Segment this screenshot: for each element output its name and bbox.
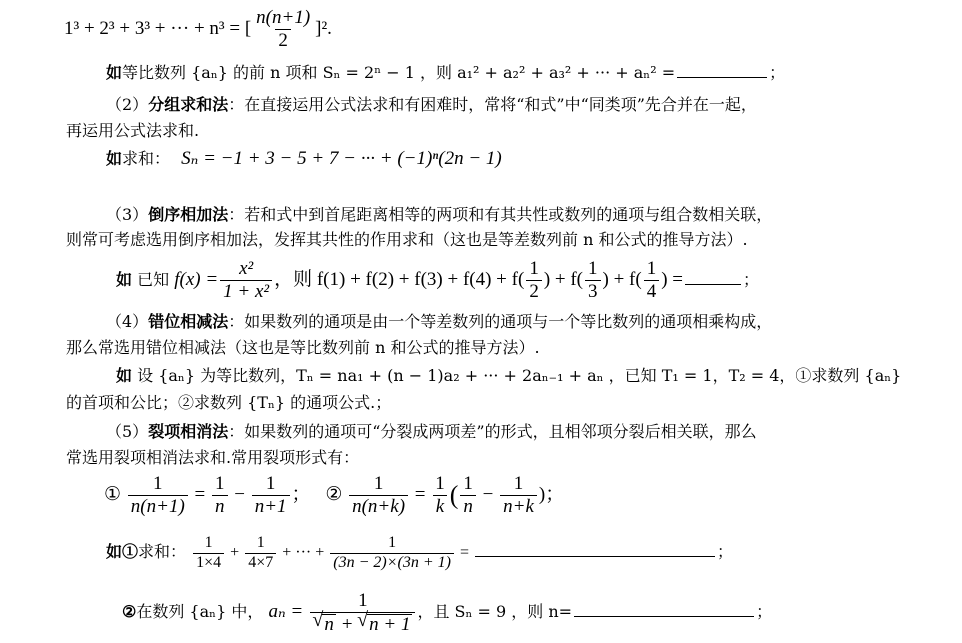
split1-b-num: 1 xyxy=(265,473,276,495)
split2-b xyxy=(500,474,537,517)
example5a-end: ； xyxy=(716,542,733,561)
answer-blank-reverse[interactable] xyxy=(685,283,741,285)
split2-k xyxy=(432,474,448,517)
example5a-prefix: 如① xyxy=(106,542,139,561)
example5a-t2 xyxy=(245,535,276,572)
example4-prefix: 如 xyxy=(116,366,133,385)
example3-mid1: ) + f( xyxy=(543,269,584,290)
method4-number: （4） xyxy=(106,312,149,331)
example3-den: 1 + x² xyxy=(220,280,272,302)
split2-b-num: 1 xyxy=(513,473,524,495)
split2-a xyxy=(460,474,476,517)
method2-line1 xyxy=(106,94,757,116)
method4-text1: ：如果数列的通项是由一个等差数列的通项与一个等比数列的通项相乘构成， xyxy=(228,312,773,331)
cube-sum-formula xyxy=(64,8,332,51)
split1-lhs-den: n(n+1) xyxy=(128,495,188,517)
split-form2-marker: ② xyxy=(325,484,343,505)
split1-b xyxy=(252,474,290,517)
example2-prefix: 如 xyxy=(106,149,123,168)
method4-title: 错位相减法 xyxy=(148,312,229,331)
example3-third xyxy=(585,259,601,302)
method3-title: 倒序相加法 xyxy=(148,205,229,224)
split1-lhs-num: 1 xyxy=(153,473,163,495)
split2-lhs xyxy=(349,474,408,517)
split2-lhs-den: n(n+k) xyxy=(349,495,408,517)
example5b-rad2: √ n + 1 xyxy=(367,614,412,635)
example3-num: x² xyxy=(239,258,254,280)
example5a-t1 xyxy=(193,535,224,572)
example2-text: 求和： xyxy=(122,149,171,168)
example2 xyxy=(106,148,502,170)
example4-text: 设 {aₙ} 为等比数列，Tₙ = na₁ + (n − 1)a₂ + ··· + 2aₙ₋₁ + aₙ ，已知 T₁ = 1，T₂ = 4，①求数列 {aₙ} xyxy=(137,366,902,385)
example5b-num: 1 xyxy=(358,589,368,611)
split1-lhs xyxy=(128,474,188,517)
example3-mid2: ) + f( xyxy=(602,269,642,290)
method2-line2: 再运用公式法求和. xyxy=(66,121,200,140)
cube-sum-den: 2 xyxy=(275,29,291,51)
split2-b-den: n+k xyxy=(500,495,537,517)
method5-text1: ：如果数列的通项可“分裂成两项差”的形式，且相邻项分裂后相关联，那么 xyxy=(228,422,757,441)
example-geo-text: 等比数列 {aₙ} 的前 n 项和 Sₙ = 2ⁿ − 1 ，则 a₁² + a₂² + a₃² + ··· + aₙ² = xyxy=(122,63,676,82)
example5a-t1-den: 1×4 xyxy=(193,553,224,572)
method2-title: 分组求和法 xyxy=(148,95,229,114)
example5a-eq: = xyxy=(459,544,469,561)
answer-blank-n[interactable] xyxy=(574,615,754,617)
split2-a-num: 1 xyxy=(463,473,473,495)
example-geo-end: ； xyxy=(769,63,786,82)
example5a-dots: + ··· + xyxy=(282,544,325,561)
example3-quarter-num: 1 xyxy=(646,258,657,280)
method4-line2: 那么常选用错位相减法（这也是等比数列前 n 和公式的推导方法）. xyxy=(66,338,540,357)
example3-third-num: 1 xyxy=(588,258,598,280)
method2-number: （2） xyxy=(106,95,149,114)
example3-fraction xyxy=(220,259,272,302)
example4-line1 xyxy=(116,365,901,387)
example3-end: ； xyxy=(743,270,760,289)
example5a-t2-num: 1 xyxy=(256,534,265,552)
example5a-tn xyxy=(330,535,454,572)
example3-then: ，则 f(1) + f(2) + f(3) + f(4) + f( xyxy=(274,269,525,290)
split-end: )； xyxy=(538,484,565,505)
example5b-an: aₙ = xyxy=(268,601,304,622)
example3 xyxy=(116,258,759,302)
example5b xyxy=(122,587,772,637)
cube-sum-num: n(n+1) xyxy=(256,7,311,28)
example5a-t2-den: 4×7 xyxy=(245,553,276,572)
example3-half-num: 1 xyxy=(529,258,539,280)
cube-sum-fraction xyxy=(253,8,313,51)
example5b-text: 在数列 {aₙ} 中， xyxy=(136,602,264,621)
example-geo-prefix: 如 xyxy=(106,63,123,82)
split2-lhs-num: 1 xyxy=(373,473,384,495)
example5b-given: ，且 Sₙ = 9 ，则 n= xyxy=(417,602,573,621)
example2-formula: Sₙ = −1 + 3 − 5 + 7 − ··· + (−1)ⁿ(2n − 1) xyxy=(181,148,502,169)
split1-b-den: n+1 xyxy=(252,495,290,517)
method5-line2: 常选用裂项相消法求和.常用裂项形式有： xyxy=(66,448,360,467)
example5a-t1-num: 1 xyxy=(204,534,213,552)
example5b-prefix: ② xyxy=(122,602,137,621)
cube-sum-rbracket: ]². xyxy=(315,17,332,39)
cube-sum-lhs: 1³ + 2³ + 3³ + ··· + n³ = xyxy=(64,17,241,39)
method5-number: （5） xyxy=(106,422,149,441)
example5b-fraction: 1 √ n + √ n + 1 xyxy=(310,591,415,635)
answer-blank-geo[interactable] xyxy=(677,76,767,78)
example3-quarter-den: 4 xyxy=(644,280,660,302)
answer-blank-split-sum[interactable] xyxy=(475,555,715,557)
method4-line1 xyxy=(106,311,772,333)
split-form1-marker: ① xyxy=(104,484,122,505)
example3-third-den: 3 xyxy=(585,280,601,302)
example5a-tn-den: (3n − 2)×(3n + 1) xyxy=(330,553,454,572)
example3-half xyxy=(526,259,542,302)
example5a-text: 求和： xyxy=(138,542,187,561)
split2-k-den: k xyxy=(433,495,447,517)
method3-line1 xyxy=(106,204,772,226)
method3-number: （3） xyxy=(106,205,149,224)
example5b-rad1: √ n xyxy=(322,614,336,635)
split1-a-den: n xyxy=(212,495,228,517)
example3-quarter xyxy=(644,259,660,302)
example3-half-den: 2 xyxy=(526,280,542,302)
method5-line1 xyxy=(106,421,757,443)
split2-k-num: 1 xyxy=(435,473,445,495)
split-sep: ； xyxy=(291,484,311,505)
example3-given: 已知 xyxy=(137,270,170,289)
method3-line2: 则常可考虑选用倒序相加法，发挥其共性的作用求和（这也是等差数列前 n 和公式的推导方法）. xyxy=(66,230,748,249)
split-forms: ① $\frac{1}{n(n+1)}$ = $\frac{1}{n}$ − $\frac{1}{n+1}$ ； ② $\frac{1}{n(n+k)}$ = $\frac{1}{k}$ ( $\frac{1}{n}$ − $\frac{1}{n+k}$ )； xyxy=(104,473,565,518)
example3-tail: ) = xyxy=(661,269,684,290)
split1-a-num: 1 xyxy=(215,473,225,495)
cube-sum-lbracket: [ xyxy=(244,17,252,39)
method2-text1: ：在直接运用公式法求和有困难时，常将“和式”中“同类项”先合并在一起， xyxy=(228,95,757,114)
method5-title: 裂项相消法 xyxy=(148,422,229,441)
example3-prefix: 如 xyxy=(116,270,133,289)
example3-fx: f(x) = xyxy=(174,269,219,290)
example-geometric xyxy=(106,62,785,84)
split2-a-den: n xyxy=(460,495,476,517)
example5a-tn-num: 1 xyxy=(388,534,397,552)
method3-text1: ：若和式中到首尾距离相等的两项和有其共性或数列的通项与组合数相关联， xyxy=(228,205,773,224)
example5a: 如①求和： $\frac{1}{1\times 4}$ + $\frac{1}{4\times 7}$ + ··· + $\frac{1}{(3n - 2)\times(3n + 1)}$ = ； xyxy=(106,534,733,571)
example4-line2: 的首项和公比；②求数列 {Tₙ} 的通项公式.； xyxy=(66,393,392,412)
split1-a xyxy=(212,474,228,517)
example5b-end: ； xyxy=(756,602,773,621)
